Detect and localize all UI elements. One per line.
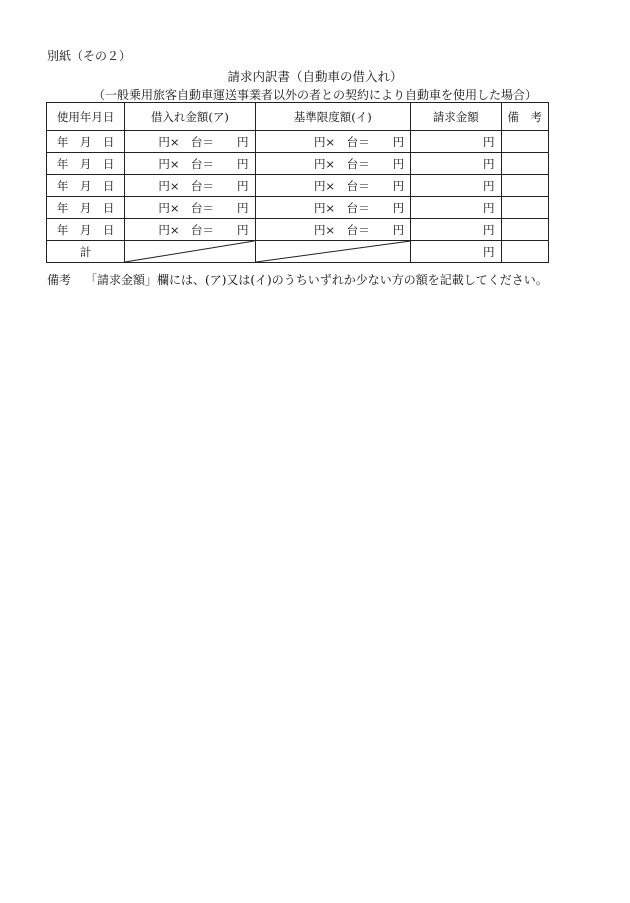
usage-date-cell[interactable]: 年 月 日 — [47, 197, 125, 219]
table-row — [47, 197, 549, 219]
standard-limit-cell[interactable]: 円× 台＝ 円 — [255, 175, 411, 197]
remarks-note — [47, 271, 548, 288]
borrow-amount-cell[interactable]: 円× 台＝ 円 — [125, 153, 255, 175]
usage-date-cell[interactable]: 年 月 日 — [47, 219, 125, 241]
remarks-cell[interactable] — [501, 153, 548, 175]
standard-limit-cell[interactable]: 円× 台＝ 円 — [255, 197, 411, 219]
claim-amount-cell[interactable]: 円 — [411, 219, 501, 241]
header-usage-date: 使用年月日 — [47, 103, 125, 131]
usage-date-cell[interactable]: 年 月 日 — [47, 175, 125, 197]
table-row — [47, 175, 549, 197]
total-row — [47, 241, 549, 263]
borrow-amount-cell[interactable]: 円× 台＝ 円 — [125, 219, 255, 241]
total-label: 計 — [47, 241, 125, 263]
claim-breakdown-table — [46, 102, 549, 263]
borrow-amount-cell[interactable]: 円× 台＝ 円 — [125, 197, 255, 219]
header-borrow-amount: 借入れ金額(ア) — [125, 103, 255, 131]
claim-total-cell[interactable]: 円 — [411, 241, 501, 263]
standard-limit-cell[interactable]: 円× 台＝ 円 — [255, 131, 411, 153]
header-claim-amount: 請求金額 — [411, 103, 501, 131]
limit-total-slash — [255, 241, 411, 263]
standard-limit-cell[interactable]: 円× 台＝ 円 — [255, 219, 411, 241]
standard-limit-cell[interactable]: 円× 台＝ 円 — [255, 153, 411, 175]
usage-date-cell[interactable]: 年 月 日 — [47, 153, 125, 175]
document-title: 請求内訳書（自動車の借入れ） — [227, 69, 403, 84]
table-row — [47, 219, 549, 241]
table-header-row — [47, 103, 549, 131]
remarks-cell[interactable] — [501, 175, 548, 197]
remarks-cell[interactable] — [501, 197, 548, 219]
borrow-total-slash — [125, 241, 255, 263]
claim-amount-cell[interactable]: 円 — [411, 175, 501, 197]
total-remarks-cell[interactable] — [501, 241, 548, 263]
borrow-amount-cell[interactable]: 円× 台＝ 円 — [125, 131, 255, 153]
document-subtitle: （一般乗用旅客自動車運送事業者以外の者との契約により自動車を使用した場合） — [92, 88, 537, 102]
usage-date-cell[interactable]: 年 月 日 — [47, 131, 125, 153]
header-standard-limit: 基準限度額(イ) — [255, 103, 411, 131]
claim-amount-cell[interactable]: 円 — [411, 197, 501, 219]
claim-amount-cell[interactable]: 円 — [411, 153, 501, 175]
remarks-cell[interactable] — [501, 131, 548, 153]
remarks-text: 「請求金額」欄には、(ア)又は(イ)のうちいずれか少ない方の額を記載してください。 — [85, 273, 548, 287]
claim-amount-cell[interactable]: 円 — [411, 131, 501, 153]
table-row — [47, 153, 549, 175]
table-row — [47, 131, 549, 153]
borrow-amount-cell[interactable]: 円× 台＝ 円 — [125, 175, 255, 197]
annex-label: 別紙（その２） — [47, 49, 132, 63]
remarks-cell[interactable] — [501, 219, 548, 241]
remarks-label: 備考 — [47, 273, 72, 287]
header-remarks: 備 考 — [501, 103, 548, 131]
